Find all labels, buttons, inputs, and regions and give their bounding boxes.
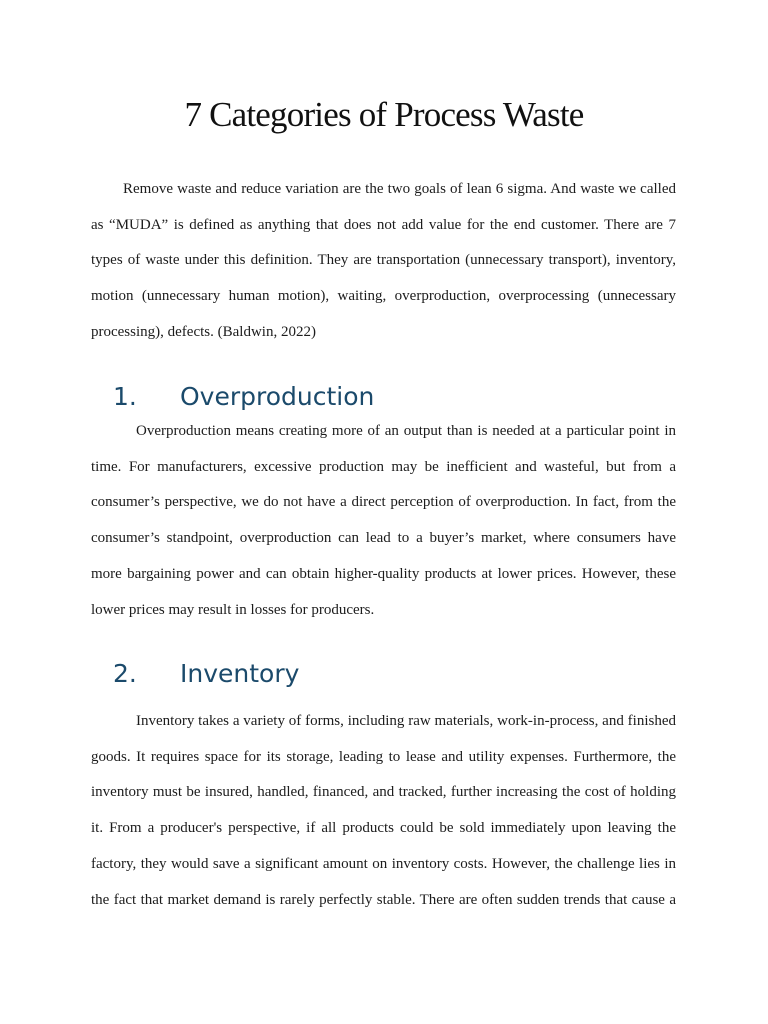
paragraph-line: it. From a producer's perspective, if all products could be sold immediately upon leaving the (91, 820, 676, 837)
paragraph-line: Overproduction means creating more of an output than is needed at a particular point in (136, 423, 676, 439)
intro-paragraph (91, 172, 676, 351)
paragraph-line: Remove waste and reduce variation are the two goals of lean 6 sigma. And waste we called (123, 181, 676, 197)
paragraph-line: the fact that market demand is rarely perfectly stable. There are often sudden trends that cause a (91, 891, 676, 908)
paragraph-line: as “MUDA” is defined as anything that does not add value for the end customer. There are 7 (91, 216, 676, 233)
paragraph-line: consumer’s standpoint, overproduction can lead to a buyer’s market, where consumers have (91, 530, 676, 547)
section-heading-overproduction (113, 381, 374, 413)
section-title: Inventory (180, 659, 300, 688)
paragraph-line: goods. It requires space for its storage, leading to lease and utility expenses. Furthermore, the (91, 748, 676, 765)
section-heading-inventory (113, 658, 299, 690)
overproduction-paragraph (91, 414, 676, 628)
paragraph-line: Inventory takes a variety of forms, including raw materials, work-in-process, and finished (136, 713, 676, 729)
section-number: 2. (113, 659, 137, 688)
paragraph-line: types of waste under this definition. They are transportation (unnecessary transport), inventory, (91, 252, 676, 269)
inventory-paragraph (91, 704, 676, 918)
section-title: Overproduction (180, 382, 375, 411)
paragraph-line: inventory must be insured, handled, financed, and tracked, further increasing the cost of holding (91, 784, 676, 801)
paragraph-line: motion (unnecessary human motion), waiting, overproduction, overprocessing (unnecessary (91, 288, 676, 305)
paragraph-line: lower prices may result in losses for producers. (91, 601, 375, 618)
section-number: 1. (113, 382, 137, 411)
paragraph-line: factory, they would save a significant amount on inventory costs. However, the challenge lies in (91, 855, 676, 872)
paragraph-line: processing), defects. (Baldwin, 2022) (91, 323, 316, 340)
paragraph-line: time. For manufacturers, excessive production may be inefficient and wasteful, but from a (91, 458, 676, 475)
document-title: 7 Categories of Process Waste (184, 95, 584, 134)
paragraph-line: more bargaining power and can obtain higher-quality products at lower prices. However, these (91, 565, 676, 582)
paragraph-line: consumer’s perspective, we do not have a direct perception of overproduction. In fact, from the (91, 494, 676, 511)
